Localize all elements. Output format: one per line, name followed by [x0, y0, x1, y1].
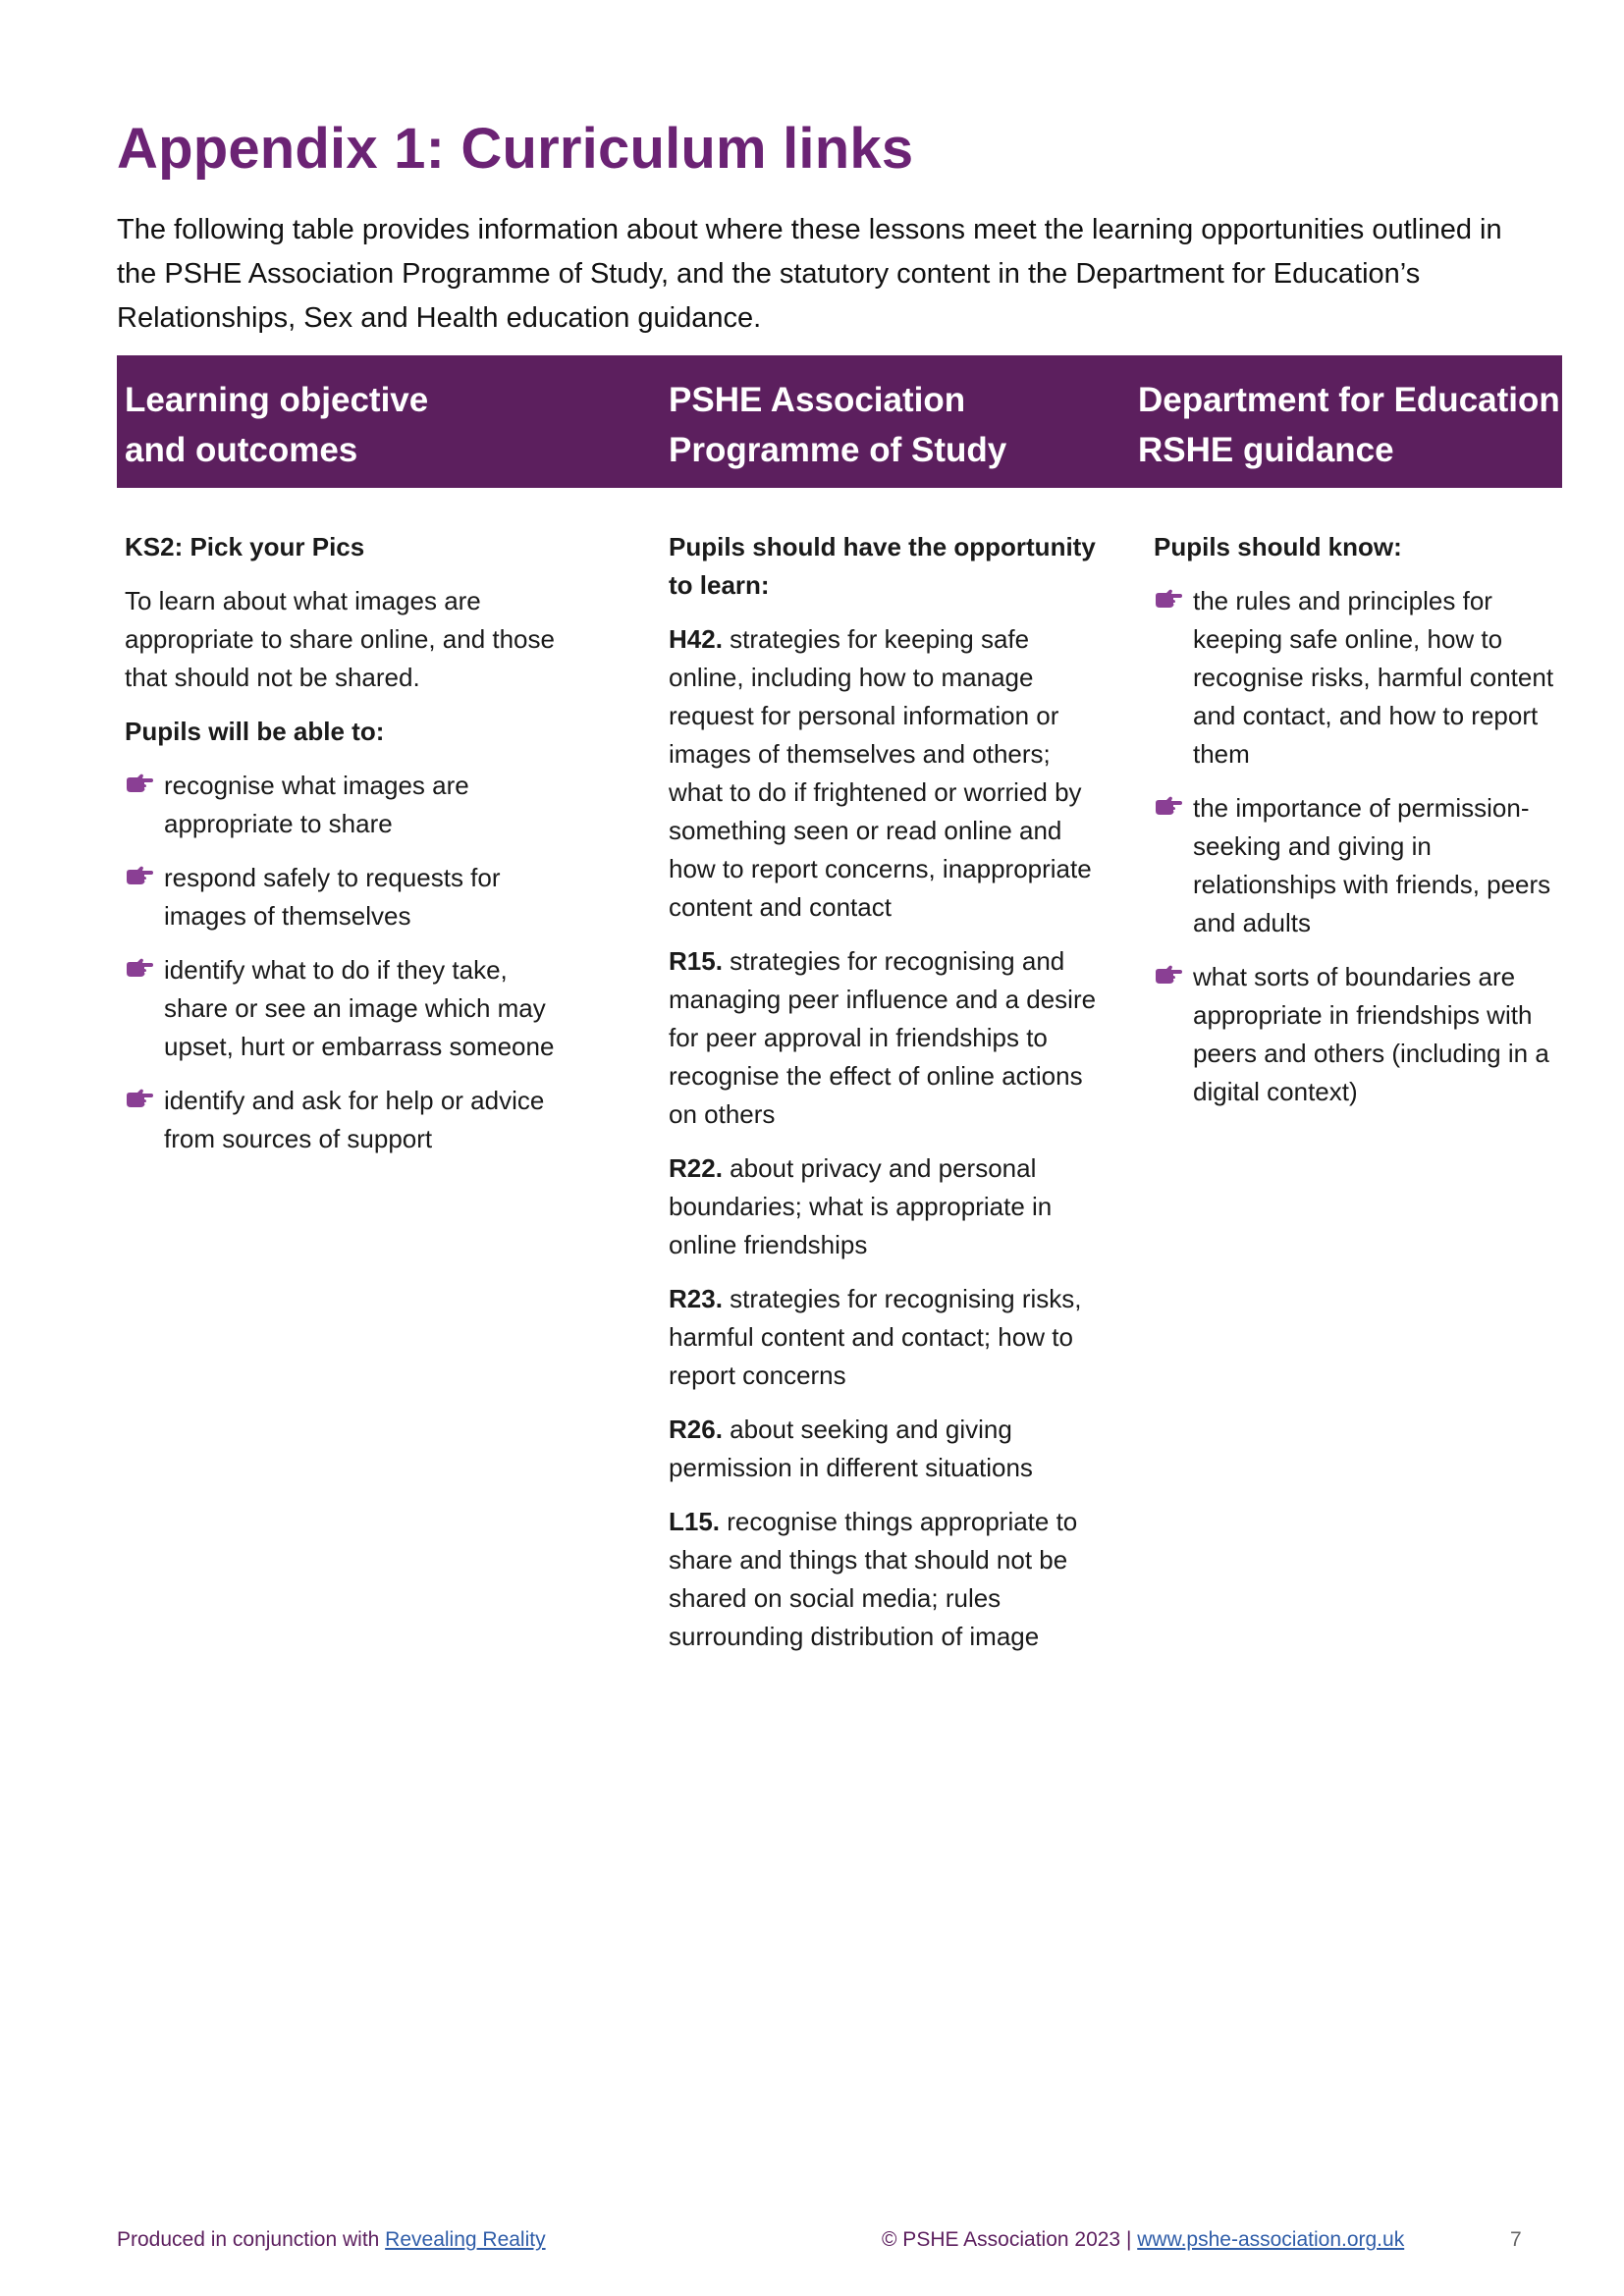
pos-heading: Pupils should have the opportunity to learn: [669, 532, 1096, 600]
rshe-guidance-column [1154, 528, 1566, 1127]
outcomes-list [125, 767, 576, 1158]
pointing-hand-icon [125, 1088, 154, 1109]
pos-item-h42: H42. strategies for keeping safe online, including how to manage request for personal information or images of themselves and others; what to do if frightened or worried by something seen or read online and how to report concerns, inappropriate content and contact [669, 624, 1092, 922]
header-learning-objective: Learning objective and outcomes [125, 381, 429, 469]
list-item: identify and ask for help or advice from sources of support [125, 1082, 576, 1158]
rshe-list [1154, 582, 1566, 1111]
footer-credit: Produced in conjunction with Revealing Reality [117, 2228, 546, 2251]
table-header [117, 355, 1562, 488]
header-programme-of-study: PSHE Association Programme of Study [669, 381, 1007, 469]
pointing-hand-icon [1154, 964, 1183, 986]
list-item: the importance of permission-seeking and giving in relationships with friends, peers and adults [1154, 789, 1566, 942]
revealing-reality-link[interactable]: Revealing Reality [385, 2228, 546, 2251]
pointing-hand-icon [1154, 795, 1183, 817]
list-item: recognise what images are appropriate to share [125, 767, 576, 843]
intro-paragraph: The following table provides information about where these lessons meet the learning opportunities outlined in the PSHE Association Programme of Study, and the statutory content in the Department for Education’s Relationships, Sex and Health education guidance. [117, 214, 1502, 334]
lesson-heading: KS2: Pick your Pics [125, 532, 365, 561]
page-number: 7 [1510, 2228, 1522, 2251]
outcomes-heading: Pupils will be able to: [125, 717, 385, 746]
list-item: identify what to do if they take, share or see an image which may upset, hurt or embarrass someone [125, 951, 576, 1066]
list-item: the rules and principles for keeping safe online, how to recognise risks, harmful content and contact, and how to report them [1154, 582, 1566, 774]
list-item: what sorts of boundaries are appropriate in friendships with peers and others (including in a digital context) [1154, 958, 1566, 1111]
website-link[interactable]: www.pshe-association.org.uk [1137, 2228, 1405, 2251]
pos-item-r15: R15. strategies for recognising and managing peer influence and a desire for peer approval in friendships to recognise the effect of online actions on others [669, 946, 1097, 1129]
pointing-hand-icon [125, 865, 154, 886]
pointing-hand-icon [1154, 588, 1183, 610]
learning-objective-column [125, 528, 576, 1174]
pos-item-r22: R22. about privacy and personal boundaries; what is appropriate in online friendships [669, 1153, 1053, 1259]
lesson-objective: To learn about what images are appropriate to share online, and those that should not be shared. [125, 586, 555, 692]
pos-item-r26: R26. about seeking and giving permission in different situations [669, 1415, 1033, 1482]
programme-of-study-column [669, 528, 1110, 1672]
footer-copyright: © PSHE Association 2023 | www.pshe-association.org.uk [882, 2228, 1405, 2251]
rshe-heading: Pupils should know: [1154, 532, 1402, 561]
pointing-hand-icon [125, 957, 154, 979]
pos-item-r23: R23. strategies for recognising risks, harmful content and contact; how to report concerns [669, 1284, 1082, 1390]
pos-item-l15: L15. recognise things appropriate to share and things that should not be shared on social media; rules surrounding distribution of image [669, 1507, 1078, 1651]
header-rshe-guidance: Department for Education RSHE guidance [1138, 381, 1560, 469]
list-item: respond safely to requests for images of themselves [125, 859, 576, 935]
page-title: Appendix 1: Curriculum links [117, 117, 914, 181]
pointing-hand-icon [125, 773, 154, 794]
